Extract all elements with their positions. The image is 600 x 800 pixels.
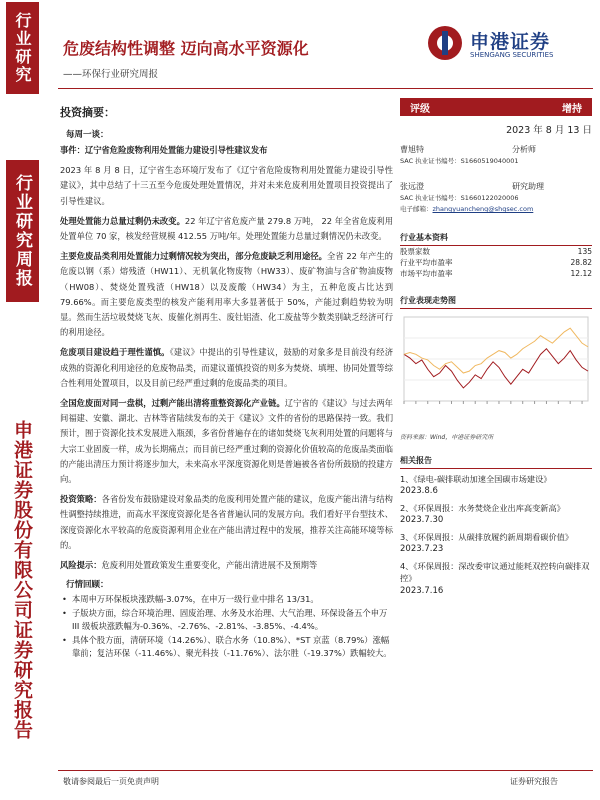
chart-source: 资料来源：Wind，申港证券研究所 xyxy=(400,433,494,441)
risk-warning xyxy=(60,558,393,573)
main-content xyxy=(60,104,393,661)
paragraph-2-lead: 处理处置能力总量过剩仍未改变。 xyxy=(60,215,185,226)
market-bullet-1: • 本周申万环保板块涨跌幅-3.07%，在申万一级行业中排名 13/31。 xyxy=(60,593,393,607)
stat-label: 股票家数 xyxy=(400,246,430,256)
paragraph-4-lead: 危废项目建设趋于理性谨慎。 xyxy=(60,347,170,358)
related-report-text: 3、《环保周报：从碳排放履约新周期看碳价值》 xyxy=(400,531,574,542)
stat-value: 28.82 xyxy=(570,257,592,267)
risk-body: 危废利用处置政策发生重要变化，产能出清进展不及预期等 xyxy=(101,560,318,571)
risk-lead: 风险提示： xyxy=(60,560,102,571)
stat-row xyxy=(400,257,592,268)
report-subtitle: ——环保行业研究周报 xyxy=(63,69,159,80)
email-link[interactable]: zhangyuancheng@shgsec.com xyxy=(432,205,534,213)
rating-label: 评级 xyxy=(410,103,430,115)
chart-series-line-2 xyxy=(404,328,588,373)
market-bullet-2: • 子版块方面，综合环境治理、固废治理、水务及水治理、大气治理、环保设备五个申万 III 级板块涨跌幅为-0.36%、-2.76%、-2.81%、-3.85%、-4.4%。 xyxy=(60,607,393,634)
logo-mark-icon xyxy=(428,26,462,60)
paragraph-5-body: 辽宁省的《建议》与过去两年间福建、安徽、湖北、吉林等省陆续发布的关于《建议》文件的省份的思路保持一致。我们预计，囿于资源化技术发展进入瓶颈，多省份普遍存在的诸如焚烧飞灰利用处置的问题将与大宗工业固废一样，成为长期痛点；而目前已经严重过剩的资源化价值较高的危废品类面临的产能出清压力预计将逐步加大，未来高水平深度资源化则是普遍被各省份所鼓励的投建方向。 xyxy=(60,398,393,485)
email-label: 电子邮箱： xyxy=(400,205,433,213)
stat-label: 市场平均市盈率 xyxy=(400,268,453,278)
related-report-item[interactable] xyxy=(400,473,592,498)
analyst-block xyxy=(400,144,592,216)
related-report-item[interactable] xyxy=(400,560,592,598)
report-title: 危废结构性调整 迈向高水平资源化 xyxy=(63,39,309,58)
related-reports-title: 相关报告 xyxy=(400,455,592,469)
summary-heading: 投资摘要： xyxy=(60,106,115,119)
weekly-topic-heading: 每周一谈： xyxy=(66,130,109,140)
strategy-body: 各省份发布鼓励建设对象品类的危废利用处置产能的建议，危废产能出清与结构性调整持续推进，而高水平深度资源化是各省普遍认同的发展方向。我们看好平台型技术、深度资源化水平较高的危废资源利用企业在产能出清过程中的发展，推荐关注高能环境等标的。 xyxy=(60,494,393,550)
analyst-1-cert: SAC 执业证书编号：S1660519040001 xyxy=(400,156,519,165)
paragraph-3-body: 全省 22 年产生的危废以钢（系）熔残渣（HW11）、无机氧化物废物（HW33）、废矿物油与含矿物油废物（HW08）、焚烧处置残渣（HW18）以及废酸（HW34）为主，五种危废占比达到 79.66%。而主要危废类型的核发产能利用率大多显著低于 50%，产能过剩趋势较为明显。然而生活垃圾焚烧飞灰、废催化剂再生、废钍铝渣、化工废盐等少数类别缺乏经济可行的利用途径。 xyxy=(60,251,393,338)
right-panel xyxy=(400,98,592,597)
basic-data-title: 行业基本资料 xyxy=(400,232,592,246)
paragraph-4-body: 《建议》中提出的引导性建议，鼓励的对象多是目前没有经济成熟的资源化利用途径的危废物品类，而建议谨慎投资的则多为焚烧、填埋、协同处置等综合性利用处置项目，以及目前已经严重过剩的危废品类的项目。 xyxy=(60,347,393,388)
paragraph-1: 2023 年 8 月 8 日，辽宁省生态环境厅发布了《辽宁省危险废物利用处置能力建设引导性建议》，其中总结了十三五至今危废处理处置情况，并对未来危废利用处置项目投资提出了引导性建议。 xyxy=(60,165,393,206)
analyst-2-cert: SAC 执业证书编号：S1660122020006 xyxy=(400,193,519,202)
chart-svg xyxy=(400,313,592,428)
paragraph-5-lead: 全国危废面对同一盘棋，过剩产能出清将重整资源化产业链。 xyxy=(60,398,285,409)
sidebar xyxy=(0,0,45,800)
related-report-item[interactable] xyxy=(400,531,592,556)
report-date: 2023 年 8 月 13 日 xyxy=(506,125,592,136)
rating-bar xyxy=(400,98,592,116)
stat-label: 行业平均市盈率 xyxy=(400,257,453,267)
stat-value: 12.12 xyxy=(570,268,592,278)
footer-report-label: 证券研究报告 xyxy=(510,777,558,786)
market-bullet-3: • 具体个股方面，清研环境（14.26%）、联合水务（10.8%）、*ST 京蓝（8.79%）涨幅靠前；复洁环保（-11.46%）、聚光科技（-11.76%）、法尔胜（-19.37%）跌幅较大。 xyxy=(60,634,393,661)
stat-row xyxy=(400,246,592,257)
chart-series-line-1 xyxy=(404,348,588,387)
paragraph-5 xyxy=(60,396,393,487)
paragraph-3 xyxy=(60,249,393,340)
rating-value: 增持 xyxy=(562,103,582,115)
related-report-text: 1、《绿电-碳排联动加速全国碳市场建设》 xyxy=(400,473,552,484)
logo-text-en: SHENGANG SECURITIES xyxy=(470,51,554,59)
strategy-lead: 投资策略： xyxy=(60,494,102,505)
header-divider xyxy=(58,88,593,89)
logo-text-cn: 申港证券 xyxy=(470,31,551,53)
paragraph-4 xyxy=(60,345,393,391)
related-report-date: 2023.7.30 xyxy=(400,515,444,525)
related-report-text: 2、《环保周报：水务焚烧企业出库高变新高》 xyxy=(400,502,565,513)
footer-disclaimer: 敬请参阅最后一页免责声明 xyxy=(63,777,159,786)
related-report-item[interactable] xyxy=(400,502,592,527)
event-line xyxy=(60,143,393,158)
footer-divider xyxy=(58,770,593,771)
paragraph-2 xyxy=(60,214,393,244)
related-report-text: 4、《环保周报：深改委审议通过能耗双控转向碳排双控》 xyxy=(400,560,590,583)
chart-title: 行业表现走势图 xyxy=(400,295,592,309)
industry-performance-chart xyxy=(400,313,592,428)
sidebar-report-type-label: 行业研究周报 xyxy=(6,160,39,302)
event-text: 事件：辽宁省危险废物利用处置能力建设引导性建议发布 xyxy=(60,145,268,155)
sidebar-company-label: 申港证券股份有限公司证券研究报告 xyxy=(11,420,33,740)
market-review-heading: 行情回顾： xyxy=(66,580,109,591)
analyst-2-name: 张远澄 xyxy=(400,182,424,191)
paragraph-3-lead: 主要危废品类利用处置能力过剩情况较为突出，部分危废缺乏利用途径。 xyxy=(60,251,328,262)
email-row xyxy=(400,204,592,216)
stat-row xyxy=(400,268,592,279)
sidebar-category-label: 行业研究 xyxy=(6,2,39,94)
analyst-1-name: 曹旭特 xyxy=(400,145,424,154)
company-logo xyxy=(428,26,588,74)
stat-value: 135 xyxy=(577,246,592,256)
analyst-2-role: 研究助理 xyxy=(512,182,544,191)
related-report-date: 2023.7.23 xyxy=(400,544,444,554)
paragraph-2-body: 22 年辽宁省危废产量 279.8 万吨， 22 年全省危废利用处置单位 70 家，核发经营规模 412.55 万吨/年。处理处置能力总量过剩情况仍未改变。 xyxy=(60,215,393,242)
related-report-date: 2023.8.6 xyxy=(400,486,438,496)
investment-strategy xyxy=(60,492,393,553)
analyst-1-role: 分析师 xyxy=(512,145,536,154)
related-report-date: 2023.7.16 xyxy=(400,585,444,596)
